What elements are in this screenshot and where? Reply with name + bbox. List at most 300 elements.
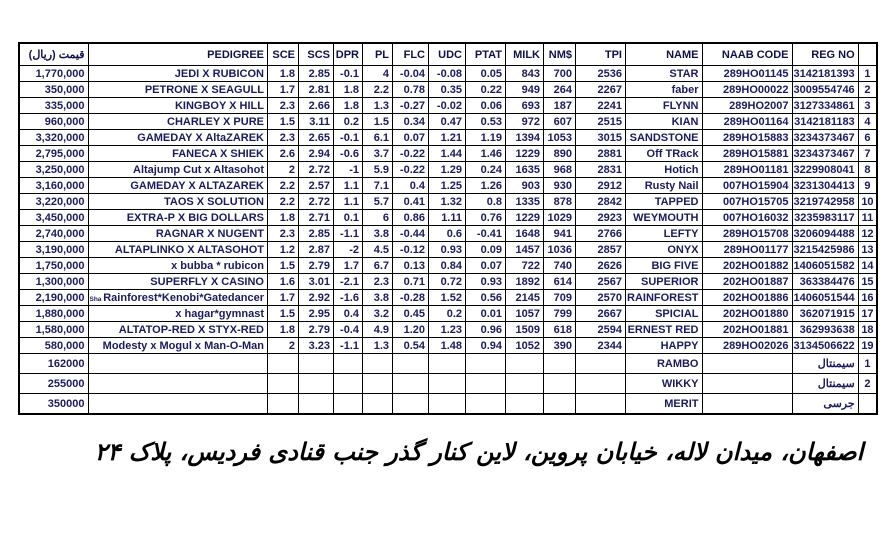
- cell-scs: 2.71: [299, 210, 334, 226]
- cell-naab-code: [702, 394, 792, 415]
- cell-tpi: 2667: [576, 306, 626, 322]
- cell-dpr: 0.1: [334, 210, 363, 226]
- cell-price: 350000: [19, 394, 88, 415]
- cell-tpi: 2515: [576, 114, 626, 130]
- cell-ptat: 0.96: [466, 322, 506, 338]
- cell-sce: 1.7: [268, 290, 299, 306]
- cell-dpr: -1.1: [334, 338, 363, 354]
- column-header-naab-code: NAAB CODE: [702, 43, 792, 66]
- header-row: [19, 43, 877, 66]
- cell-pl: 7.1: [363, 178, 393, 194]
- cell-pedigree: Modesty x Mogul x Man-O-Man: [88, 338, 268, 354]
- column-header-sce: SCE: [268, 43, 299, 66]
- cell-row-no: 17: [858, 306, 877, 322]
- cell-reg-no: 3142181183: [792, 114, 858, 130]
- cell-nm-dollar: 941: [544, 226, 576, 242]
- cell-price: 3,450,000: [19, 210, 88, 226]
- table-row: [19, 338, 877, 354]
- cell-milk: 843: [506, 66, 544, 82]
- cell-name: WIKKY: [626, 374, 703, 394]
- cell-price: 3,220,000: [19, 194, 88, 210]
- cell-reg-no: 3229908041: [792, 162, 858, 178]
- cell-milk: 1335: [506, 194, 544, 210]
- cell-tpi: [576, 374, 626, 394]
- cell-milk: 1057: [506, 306, 544, 322]
- cell-flc: [393, 374, 429, 394]
- cell-tpi: 2536: [576, 66, 626, 82]
- cell-reg-no: جرسی: [792, 394, 858, 415]
- cell-ptat: 1.19: [466, 130, 506, 146]
- cell-tpi: 2570: [576, 290, 626, 306]
- cell-flc: 0.78: [393, 82, 429, 98]
- cell-flc: -0.44: [393, 226, 429, 242]
- cell-udc: 1.29: [429, 162, 466, 178]
- cell-row-no: 2: [858, 82, 877, 98]
- cell-dpr: [334, 394, 363, 415]
- cell-pedigree: ALTAPLINKO X ALTASOHOT: [88, 242, 268, 258]
- address-line: اصفهان، میدان لاله، خیابان پروین، لاین کنار گذر جنب قنادی فردیس، پلاک ۲۴: [94, 438, 864, 466]
- cell-pl: 1.3: [363, 98, 393, 114]
- cell-dpr: -1.6: [334, 290, 363, 306]
- cell-ptat: [466, 374, 506, 394]
- cell-name: TAPPED: [626, 194, 703, 210]
- cell-nm-dollar: 799: [544, 306, 576, 322]
- table-row: [19, 274, 877, 290]
- cell-name: MERIT: [626, 394, 703, 415]
- cell-pl: 4: [363, 66, 393, 82]
- cell-flc: 0.41: [393, 194, 429, 210]
- cell-scs: 2.87: [299, 242, 334, 258]
- cell-tpi: 2567: [576, 274, 626, 290]
- cell-naab-code: 289HO15881: [702, 146, 792, 162]
- cell-dpr: [334, 374, 363, 394]
- cell-udc: 0.93: [429, 242, 466, 258]
- table-row: [19, 114, 877, 130]
- cell-price: 580,000: [19, 338, 88, 354]
- cell-pedigree: JEDI X RUBICON: [88, 66, 268, 82]
- cell-price: 3,160,000: [19, 178, 88, 194]
- cell-ptat: 0.07: [466, 258, 506, 274]
- cell-naab-code: 289HO2007: [702, 98, 792, 114]
- cell-reg-no: 3142181393: [792, 66, 858, 82]
- cell-ptat: 0.01: [466, 306, 506, 322]
- table-row: [19, 210, 877, 226]
- cell-row-no: 10: [858, 194, 877, 210]
- cell-price: 255000: [19, 374, 88, 394]
- cell-price: 960,000: [19, 114, 88, 130]
- cell-nm-dollar: 890: [544, 146, 576, 162]
- column-header-ptat: PTAT: [466, 43, 506, 66]
- cell-ptat: 0.09: [466, 242, 506, 258]
- cell-nm-dollar: 930: [544, 178, 576, 194]
- cell-reg-no: 3009554746: [792, 82, 858, 98]
- pedigree-prefix: Sha: [89, 295, 104, 303]
- cell-reg-no: 3127334861: [792, 98, 858, 114]
- cell-reg-no: 1406051544: [792, 290, 858, 306]
- cell-price: 350,000: [19, 82, 88, 98]
- cell-scs: 2.81: [299, 82, 334, 98]
- cell-pl: 3.8: [363, 290, 393, 306]
- cell-milk: 972: [506, 114, 544, 130]
- table-row: [19, 162, 877, 178]
- cell-ptat: -0.41: [466, 226, 506, 242]
- cell-milk: [506, 394, 544, 415]
- cell-milk: 903: [506, 178, 544, 194]
- cell-udc: -0.02: [429, 98, 466, 114]
- cell-tpi: 2267: [576, 82, 626, 98]
- cell-price: 2,190,000: [19, 290, 88, 306]
- table-row: [19, 322, 877, 338]
- column-header-flc: FLC: [393, 43, 429, 66]
- cell-reg-no: 3134506622: [792, 338, 858, 354]
- cell-nm-dollar: 709: [544, 290, 576, 306]
- cell-scs: [299, 394, 334, 415]
- cell-sce: 1.8: [268, 210, 299, 226]
- cell-naab-code: 289HO15883: [702, 130, 792, 146]
- cell-row-no: 15: [858, 274, 877, 290]
- cell-scs: 3.11: [299, 114, 334, 130]
- cell-naab-code: 289HO15708: [702, 226, 792, 242]
- cell-udc: [429, 374, 466, 394]
- cell-reg-no: 3206094488: [792, 226, 858, 242]
- cell-tpi: 2241: [576, 98, 626, 114]
- cell-scs: 2.72: [299, 194, 334, 210]
- cell-dpr: 0.2: [334, 114, 363, 130]
- cell-pedigree: PETRONE X SEAGULL: [88, 82, 268, 98]
- cell-udc: 1.52: [429, 290, 466, 306]
- cell-dpr: -1.1: [334, 226, 363, 242]
- cell-pl: [363, 394, 393, 415]
- cell-tpi: 2344: [576, 338, 626, 354]
- cell-scs: 2.92: [299, 290, 334, 306]
- cell-price: 1,300,000: [19, 274, 88, 290]
- cell-flc: 0.54: [393, 338, 429, 354]
- cell-row-no: 16: [858, 290, 877, 306]
- cell-udc: -0.08: [429, 66, 466, 82]
- cell-scs: 2.65: [299, 130, 334, 146]
- cell-reg-no: 3235983117: [792, 210, 858, 226]
- cell-ptat: 0.56: [466, 290, 506, 306]
- cell-pedigree: GAMEDAY X ALTAZAREK: [88, 178, 268, 194]
- cell-nm-dollar: 968: [544, 162, 576, 178]
- cell-row-no: 19: [858, 338, 877, 354]
- cell-sce: 1.2: [268, 242, 299, 258]
- cell-udc: 1.21: [429, 130, 466, 146]
- cell-scs: 2.85: [299, 226, 334, 242]
- cell-row-no: 14: [858, 258, 877, 274]
- cell-reg-no: سیمنتال: [792, 374, 858, 394]
- cell-sce: [268, 374, 299, 394]
- column-header-tpi: TPI: [576, 43, 626, 66]
- column-header-pedigree: PEDIGREE: [88, 43, 268, 66]
- cell-sce: [268, 354, 299, 374]
- cell-sce: 2: [268, 162, 299, 178]
- cell-naab-code: 007HO16032: [702, 210, 792, 226]
- cell-pedigree: GAMEDAY X AltaZAREK: [88, 130, 268, 146]
- cell-dpr: -0.4: [334, 322, 363, 338]
- cell-milk: 1509: [506, 322, 544, 338]
- cell-flc: [393, 394, 429, 415]
- cell-sce: [268, 394, 299, 415]
- cell-name: SANDSTONE: [626, 130, 703, 146]
- cell-pl: 6: [363, 210, 393, 226]
- cell-nm-dollar: [544, 374, 576, 394]
- cell-pl: 4.5: [363, 242, 393, 258]
- cell-milk: 2145: [506, 290, 544, 306]
- cell-pedigree: [88, 374, 268, 394]
- cell-sce: 2.3: [268, 130, 299, 146]
- cell-row-no: 18: [858, 322, 877, 338]
- cell-name: faber: [626, 82, 703, 98]
- cell-name: ONYX: [626, 242, 703, 258]
- cell-row-no: 11: [858, 210, 877, 226]
- cell-milk: 693: [506, 98, 544, 114]
- cell-naab-code: 289HO01164: [702, 114, 792, 130]
- cell-tpi: 2857: [576, 242, 626, 258]
- cell-name: KIAN: [626, 114, 703, 130]
- cell-scs: [299, 354, 334, 374]
- cell-naab-code: 289HO00022: [702, 82, 792, 98]
- cell-pl: 2.3: [363, 274, 393, 290]
- cell-udc: 0.47: [429, 114, 466, 130]
- cell-name: ERNEST RED: [626, 322, 703, 338]
- cell-sce: 1.7: [268, 82, 299, 98]
- cell-sce: 1.8: [268, 322, 299, 338]
- cell-flc: -0.22: [393, 162, 429, 178]
- cell-price: 3,320,000: [19, 130, 88, 146]
- table-row: [19, 66, 877, 82]
- cell-udc: 1.25: [429, 178, 466, 194]
- column-header-reg-no: REG NO: [792, 43, 858, 66]
- cell-milk: 949: [506, 82, 544, 98]
- cell-ptat: 0.93: [466, 274, 506, 290]
- cell-reg-no: 362993638: [792, 322, 858, 338]
- cell-nm-dollar: 1053: [544, 130, 576, 146]
- cell-naab-code: 289HO01145: [702, 66, 792, 82]
- cell-row-no: 2: [858, 374, 877, 394]
- cell-pedigree: [88, 394, 268, 415]
- cell-udc: 1.11: [429, 210, 466, 226]
- cell-ptat: 1.46: [466, 146, 506, 162]
- table-row: [19, 290, 877, 306]
- cell-scs: 2.72: [299, 162, 334, 178]
- cell-naab-code: [702, 374, 792, 394]
- cell-nm-dollar: 618: [544, 322, 576, 338]
- cell-nm-dollar: 614: [544, 274, 576, 290]
- cell-nm-dollar: 390: [544, 338, 576, 354]
- cell-scs: 2.79: [299, 322, 334, 338]
- cell-udc: 0.2: [429, 306, 466, 322]
- cell-scs: 2.79: [299, 258, 334, 274]
- cell-milk: 1052: [506, 338, 544, 354]
- cell-tpi: 2842: [576, 194, 626, 210]
- cell-ptat: 0.06: [466, 98, 506, 114]
- column-header-row-no: [858, 43, 877, 66]
- table-row: [19, 130, 877, 146]
- cell-dpr: -0.6: [334, 146, 363, 162]
- cell-pedigree: ALTATOP-RED X STYX-RED: [88, 322, 268, 338]
- cell-ptat: [466, 354, 506, 374]
- cell-ptat: 0.05: [466, 66, 506, 82]
- table-row: [19, 226, 877, 242]
- column-header-udc: UDC: [429, 43, 466, 66]
- cell-dpr: 1.7: [334, 258, 363, 274]
- table-row: [19, 306, 877, 322]
- cell-name: Off TRack: [626, 146, 703, 162]
- cell-dpr: -2.1: [334, 274, 363, 290]
- cell-scs: 2.85: [299, 66, 334, 82]
- cell-name: RAINFOREST: [626, 290, 703, 306]
- cell-row-no: 9: [858, 178, 877, 194]
- table-row: [19, 354, 877, 374]
- cell-row-no: 4: [858, 114, 877, 130]
- cell-name: Hotich: [626, 162, 703, 178]
- cell-flc: 1.20: [393, 322, 429, 338]
- table-row: [19, 82, 877, 98]
- cell-pedigree: SUPERFLY X CASINO: [88, 274, 268, 290]
- cell-name: SPICIAL: [626, 306, 703, 322]
- cell-reg-no: 362071915: [792, 306, 858, 322]
- cell-ptat: 0.53: [466, 114, 506, 130]
- cell-name: BIG FIVE: [626, 258, 703, 274]
- cell-flc: [393, 354, 429, 374]
- cell-nm-dollar: 740: [544, 258, 576, 274]
- cell-milk: [506, 374, 544, 394]
- cell-pl: 6.1: [363, 130, 393, 146]
- cell-pl: 3.7: [363, 146, 393, 162]
- cell-price: 1,750,000: [19, 258, 88, 274]
- cell-pedigree: FANECA X SHIEK: [88, 146, 268, 162]
- cell-milk: 1229: [506, 146, 544, 162]
- cell-sce: 2: [268, 338, 299, 354]
- cell-flc: -0.22: [393, 146, 429, 162]
- cell-reg-no: 3234373467: [792, 146, 858, 162]
- cell-pl: 2.2: [363, 82, 393, 98]
- cell-price: 162000: [19, 354, 88, 374]
- cell-naab-code: 202HO01887: [702, 274, 792, 290]
- cell-milk: 1457: [506, 242, 544, 258]
- cell-nm-dollar: [544, 354, 576, 374]
- cell-reg-no: 3215425986: [792, 242, 858, 258]
- cell-milk: 722: [506, 258, 544, 274]
- cell-dpr: -0.1: [334, 130, 363, 146]
- cell-dpr: -2: [334, 242, 363, 258]
- table-row: [19, 146, 877, 162]
- cell-reg-no: سیمنتال: [792, 354, 858, 374]
- cell-pedigree: Altajump Cut x Altasohot: [88, 162, 268, 178]
- cell-reg-no: 3231304413: [792, 178, 858, 194]
- cell-pl: [363, 374, 393, 394]
- cell-sce: 1.5: [268, 114, 299, 130]
- cell-price: 3,250,000: [19, 162, 88, 178]
- cell-sce: 2.3: [268, 98, 299, 114]
- cell-milk: [506, 354, 544, 374]
- cell-pl: [363, 354, 393, 374]
- cell-row-no: 1: [858, 354, 877, 374]
- cell-flc: -0.27: [393, 98, 429, 114]
- cell-flc: 0.34: [393, 114, 429, 130]
- cell-nm-dollar: 607: [544, 114, 576, 130]
- cell-reg-no: 363384476: [792, 274, 858, 290]
- cell-pl: 1.5: [363, 114, 393, 130]
- cell-sce: 2.3: [268, 226, 299, 242]
- cell-flc: 0.13: [393, 258, 429, 274]
- cell-ptat: 0.8: [466, 194, 506, 210]
- cell-sce: 2.2: [268, 178, 299, 194]
- table-row: [19, 194, 877, 210]
- cell-tpi: 2881: [576, 146, 626, 162]
- cell-price: 1,580,000: [19, 322, 88, 338]
- cell-flc: 0.71: [393, 274, 429, 290]
- cell-dpr: 0.4: [334, 306, 363, 322]
- cell-flc: 0.07: [393, 130, 429, 146]
- table-row: [19, 258, 877, 274]
- cell-row-no: 12: [858, 226, 877, 242]
- cell-naab-code: 289HO01181: [702, 162, 792, 178]
- table-row: [19, 242, 877, 258]
- cell-ptat: 0.76: [466, 210, 506, 226]
- cell-price: 2,795,000: [19, 146, 88, 162]
- cell-tpi: 2912: [576, 178, 626, 194]
- cell-naab-code: [702, 354, 792, 374]
- cell-naab-code: 289HO02026: [702, 338, 792, 354]
- column-header-milk: MILK: [506, 43, 544, 66]
- cell-price: 335,000: [19, 98, 88, 114]
- cell-name: HAPPY: [626, 338, 703, 354]
- cell-pl: 6.7: [363, 258, 393, 274]
- cell-name: LEFTY: [626, 226, 703, 242]
- cell-sce: 2.2: [268, 194, 299, 210]
- cell-nm-dollar: 1036: [544, 242, 576, 258]
- cell-pl: 3.8: [363, 226, 393, 242]
- column-header-price: قیمت (ریال): [19, 43, 88, 66]
- cell-pedigree: TAOS X SOLUTION: [88, 194, 268, 210]
- cell-flc: -0.12: [393, 242, 429, 258]
- cell-nm-dollar: 187: [544, 98, 576, 114]
- cell-naab-code: 007HO15705: [702, 194, 792, 210]
- cell-pl: 5.7: [363, 194, 393, 210]
- cell-udc: 0.72: [429, 274, 466, 290]
- cell-tpi: [576, 394, 626, 415]
- cell-naab-code: 202HO01880: [702, 306, 792, 322]
- cell-name: Rusty Nail: [626, 178, 703, 194]
- cell-tpi: 2923: [576, 210, 626, 226]
- cell-name: RAMBO: [626, 354, 703, 374]
- cell-dpr: 1.8: [334, 82, 363, 98]
- cell-nm-dollar: [544, 394, 576, 415]
- cell-reg-no: 3219742958: [792, 194, 858, 210]
- cell-price: 3,190,000: [19, 242, 88, 258]
- cell-milk: 1394: [506, 130, 544, 146]
- cell-naab-code: 202HO01886: [702, 290, 792, 306]
- cell-flc: -0.04: [393, 66, 429, 82]
- cell-udc: 1.23: [429, 322, 466, 338]
- cell-flc: 0.86: [393, 210, 429, 226]
- table-row: [19, 98, 877, 114]
- cell-dpr: -0.1: [334, 66, 363, 82]
- cell-flc: 0.45: [393, 306, 429, 322]
- cell-tpi: 3015: [576, 130, 626, 146]
- cell-tpi: [576, 354, 626, 374]
- price-table: [18, 42, 878, 415]
- table-row: [19, 374, 877, 394]
- cell-sce: 1.5: [268, 306, 299, 322]
- cell-udc: [429, 394, 466, 415]
- cell-pedigree: x bubba * rubicon: [88, 258, 268, 274]
- cell-row-no: 13: [858, 242, 877, 258]
- cell-naab-code: 202HO01882: [702, 258, 792, 274]
- cell-row-no: 8: [858, 162, 877, 178]
